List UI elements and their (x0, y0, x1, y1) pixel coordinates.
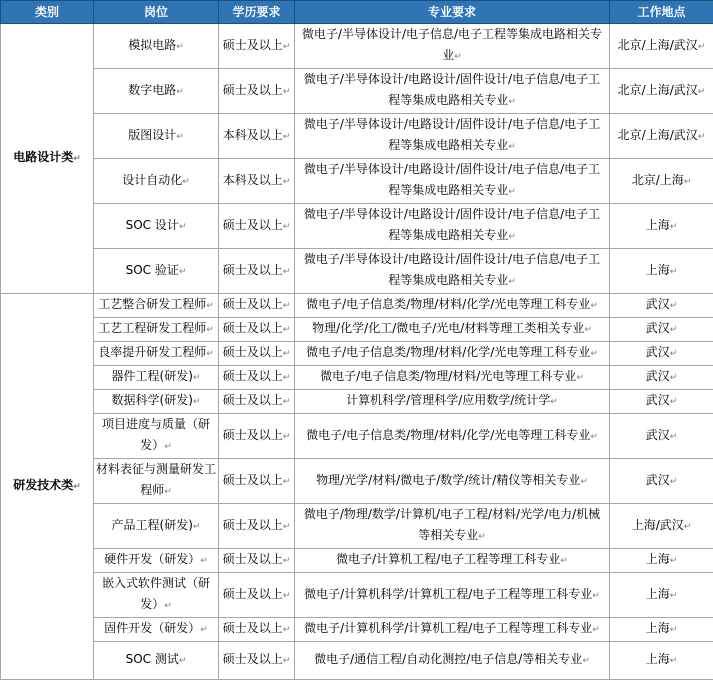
header-position: 岗位 (94, 1, 219, 24)
position-cell: SOC 设计↵ (94, 204, 219, 249)
position-cell: 器件工程(研发)↵ (94, 366, 219, 390)
location-cell: 武汉↵ (610, 459, 713, 504)
degree-cell: 硕士及以上↵ (219, 504, 295, 549)
major-cell: 微电子/半导体设计/电子信息/电子工程等集成电路相关专业↵ (295, 24, 610, 69)
location-cell: 武汉↵ (610, 414, 713, 459)
position-cell: SOC 测试↵ (94, 642, 219, 680)
major-cell: 微电子/半导体设计/电路设计/固件设计/电子信息/电子工程等集成电路相关专业↵ (295, 159, 610, 204)
position-cell: 工艺工程研发工程师↵ (94, 318, 219, 342)
location-cell: 北京/上海/武汉↵ (610, 69, 713, 114)
location-cell: 上海↵ (610, 642, 713, 680)
position-cell: 材料表征与测量研发工程师↵ (94, 459, 219, 504)
location-cell: 武汉↵ (610, 390, 713, 414)
major-cell: 微电子/物理/数学/计算机/电子工程/材料/光学/电力/机械等相关专业↵ (295, 504, 610, 549)
major-cell: 物理/光学/材料/微电子/数学/统计/精仪等相关专业↵ (295, 459, 610, 504)
degree-cell: 硕士及以上↵ (219, 318, 295, 342)
degree-cell: 硕士及以上↵ (219, 204, 295, 249)
header-degree: 学历要求 (219, 1, 295, 24)
table-row (1, 342, 713, 366)
position-cell: 良率提升研发工程师↵ (94, 342, 219, 366)
major-cell: 微电子/半导体设计/电路设计/固件设计/电子信息/电子工程等集成电路相关专业↵ (295, 114, 610, 159)
major-cell: 微电子/电子信息类/物理/材料/化学/光电等理工科专业↵ (295, 294, 610, 318)
major-cell: 微电子/电子信息类/物理/材料/化学/光电等理工科专业↵ (295, 342, 610, 366)
table-row (1, 390, 713, 414)
location-cell: 北京/上海/武汉↵ (610, 114, 713, 159)
major-cell: 微电子/通信工程/自动化测控/电子信息/等相关专业↵ (295, 642, 610, 680)
position-cell: 数据科学(研发)↵ (94, 390, 219, 414)
degree-cell: 本科及以上↵ (219, 159, 295, 204)
degree-cell: 硕士及以上↵ (219, 69, 295, 114)
location-cell: 北京/上海/武汉↵ (610, 24, 713, 69)
degree-cell: 硕士及以上↵ (219, 549, 295, 573)
position-cell: 工艺整合研发工程师↵ (94, 294, 219, 318)
location-cell: 武汉↵ (610, 342, 713, 366)
degree-cell: 硕士及以上↵ (219, 390, 295, 414)
table-row (1, 249, 713, 294)
table-row (1, 204, 713, 249)
location-cell: 武汉↵ (610, 294, 713, 318)
table-row (1, 459, 713, 504)
header-location: 工作地点 (610, 1, 713, 24)
major-cell: 微电子/电子信息类/物理/材料/化学/光电等理工科专业↵ (295, 414, 610, 459)
degree-cell: 硕士及以上↵ (219, 618, 295, 642)
header-major: 专业要求 (295, 1, 610, 24)
table-row (1, 414, 713, 459)
category-cell: 电路设计类↵ (1, 24, 94, 294)
table-row (1, 69, 713, 114)
degree-cell: 本科及以上↵ (219, 114, 295, 159)
degree-cell: 硕士及以上↵ (219, 573, 295, 618)
position-cell: 产品工程(研发)↵ (94, 504, 219, 549)
table-row (1, 618, 713, 642)
location-cell: 上海↵ (610, 549, 713, 573)
header-row (1, 1, 713, 24)
header-category: 类别 (1, 1, 94, 24)
table-row (1, 318, 713, 342)
location-cell: 武汉↵ (610, 366, 713, 390)
position-cell: 版图设计↵ (94, 114, 219, 159)
position-cell: SOC 验证↵ (94, 249, 219, 294)
major-cell: 微电子/计算机工程/电子工程等理工科专业↵ (295, 549, 610, 573)
major-cell: 物理/化学/化工/微电子/光电/材料等理工类相关专业↵ (295, 318, 610, 342)
category-cell: 研发技术类↵ (1, 294, 94, 680)
table-row (1, 573, 713, 618)
major-cell: 微电子/电子信息类/物理/材料/光电等理工科专业↵ (295, 366, 610, 390)
position-cell: 模拟电路↵ (94, 24, 219, 69)
major-cell: 微电子/半导体设计/电路设计/固件设计/电子信息/电子工程等集成电路相关专业↵ (295, 249, 610, 294)
degree-cell: 硕士及以上↵ (219, 414, 295, 459)
major-cell: 微电子/计算机科学/计算机工程/电子工程等理工科专业↵ (295, 573, 610, 618)
position-cell: 固件开发（研发）↵ (94, 618, 219, 642)
table-row (1, 642, 713, 680)
location-cell: 上海↵ (610, 618, 713, 642)
table-row (1, 159, 713, 204)
table-row (1, 549, 713, 573)
table-row (1, 504, 713, 549)
major-cell: 微电子/计算机科学/计算机工程/电子工程等理工科专业↵ (295, 618, 610, 642)
location-cell: 上海↵ (610, 204, 713, 249)
table-row (1, 24, 713, 69)
location-cell: 北京/上海↵ (610, 159, 713, 204)
position-cell: 项目进度与质量（研发）↵ (94, 414, 219, 459)
degree-cell: 硕士及以上↵ (219, 24, 295, 69)
location-cell: 武汉↵ (610, 318, 713, 342)
position-cell: 设计自动化↵ (94, 159, 219, 204)
table-row (1, 294, 713, 318)
location-cell: 上海/武汉↵ (610, 504, 713, 549)
degree-cell: 硕士及以上↵ (219, 642, 295, 680)
table-row (1, 366, 713, 390)
position-cell: 嵌入式软件测试（研发）↵ (94, 573, 219, 618)
position-cell: 硬件开发（研发）↵ (94, 549, 219, 573)
position-cell: 数字电路↵ (94, 69, 219, 114)
location-cell: 上海↵ (610, 573, 713, 618)
degree-cell: 硕士及以上↵ (219, 366, 295, 390)
table-row (1, 114, 713, 159)
degree-cell: 硕士及以上↵ (219, 342, 295, 366)
location-cell: 上海↵ (610, 249, 713, 294)
degree-cell: 硕士及以上↵ (219, 249, 295, 294)
degree-cell: 硕士及以上↵ (219, 294, 295, 318)
major-cell: 计算机科学/管理科学/应用数学/统计学↵ (295, 390, 610, 414)
degree-cell: 硕士及以上↵ (219, 459, 295, 504)
major-cell: 微电子/半导体设计/电路设计/固件设计/电子信息/电子工程等集成电路相关专业↵ (295, 204, 610, 249)
major-cell: 微电子/半导体设计/电路设计/固件设计/电子信息/电子工程等集成电路相关专业↵ (295, 69, 610, 114)
